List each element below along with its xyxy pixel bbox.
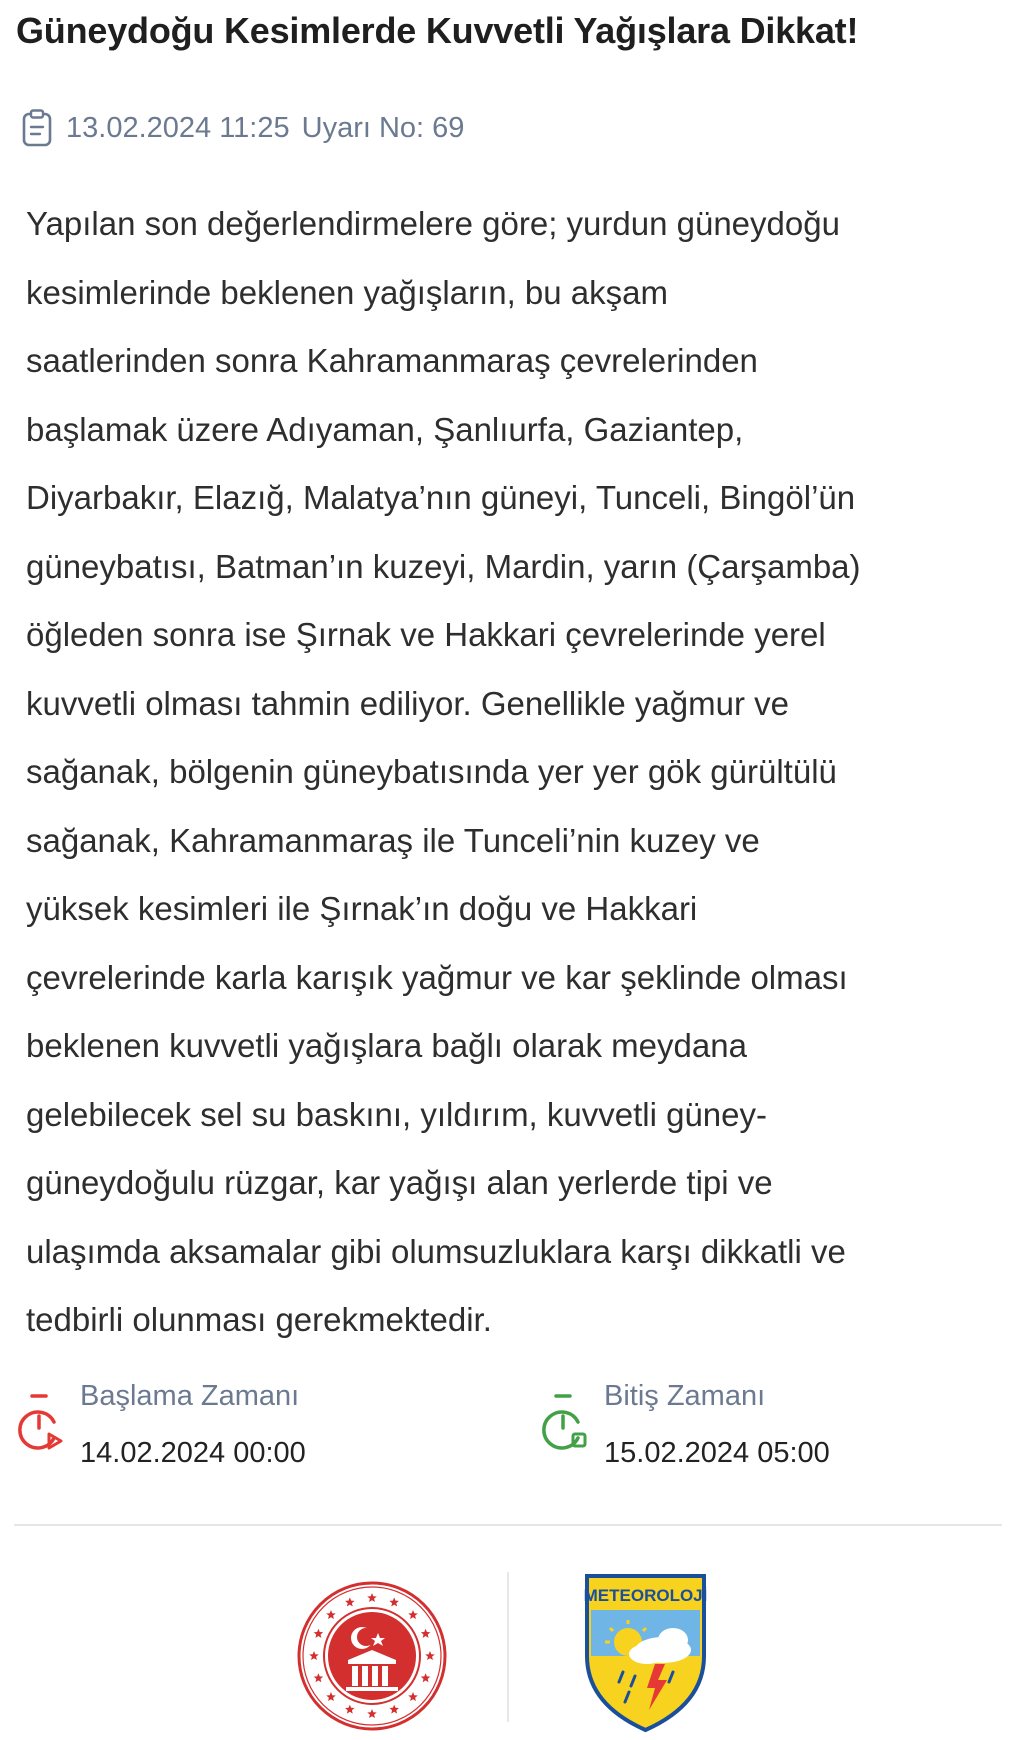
alert-title: Güneydoğu Kesimlerde Kuvvetli Yağışlara Dikkat!: [16, 10, 859, 51]
emblem-star: [367, 1709, 377, 1718]
meteoroloji-shield-icon: [583, 1572, 708, 1734]
alert-meta: [20, 108, 464, 148]
alert-body-line: sağanak, bölgenin güneybatısında yer yer gök gürültülü: [26, 753, 837, 790]
alert-body-line: beklenen kuvvetli yağışlara bağlı olarak meydana: [26, 1027, 747, 1064]
start-time-label: Başlama Zamanı: [80, 1380, 300, 1412]
stopwatch-play-icon: [14, 1392, 66, 1456]
section-divider: [14, 1524, 1002, 1526]
meteoroloji-logo-text: METEOROLOJİ: [583, 1586, 708, 1605]
emblem-star: [326, 1692, 336, 1701]
end-time-label: Bitiş Zamanı: [604, 1380, 766, 1412]
emblem-star: [408, 1610, 418, 1619]
alert-body-line: başlamak üzere Adıyaman, Şanlıurfa, Gaziantep,: [26, 410, 744, 448]
alert-body-line: kuvvetli olması tahmin ediliyor. Genellikle yağmur ve: [26, 684, 789, 722]
alert-body-line: kesimlerinde beklenen yağışların, bu akşam: [26, 273, 669, 311]
end-time-value: 15.02.2024 05:00: [604, 1437, 830, 1469]
emblem-star: [314, 1673, 324, 1682]
alert-body-line: yüksek kesimleri ile Şırnak’ın doğu ve Hakkari: [26, 890, 698, 927]
emblem-star: [421, 1629, 431, 1638]
ministry-emblem-icon: [296, 1580, 448, 1732]
alert-body-line: çevrelerinde karla karışık yağmur ve kar şeklinde olması: [26, 958, 848, 996]
alert-body-line: öğleden sonra ise Şırnak ve Hakkari çevrelerinde yerel: [26, 616, 826, 653]
alert-body-line: gelebilecek sel su baskını, yıldırım, kuvvetli güney-: [26, 1095, 768, 1133]
stopwatch-stop-icon: [538, 1392, 590, 1456]
emblem-star: [345, 1597, 355, 1606]
start-time-block: [14, 1380, 434, 1490]
end-time-block: [538, 1380, 958, 1490]
emblem-star: [389, 1597, 399, 1606]
emblem-star: [309, 1651, 319, 1660]
emblem-star: [345, 1705, 355, 1714]
logo-divider: [507, 1572, 509, 1722]
alert-body-line: Diyarbakır, Elazığ, Malatya’nın güneyi, Tunceli, Bingöl’ün: [26, 479, 856, 516]
alert-body-line: Yapılan son değerlendirmelere göre; yurdun güneydoğu: [26, 205, 840, 242]
alert-body-line: tedbirli olunması gerekmektedir.: [26, 1301, 492, 1338]
alert-warning-number: Uyarı No: 69: [301, 111, 465, 144]
emblem-star: [425, 1651, 435, 1660]
emblem-star: [421, 1673, 431, 1682]
alert-body-line: ulaşımda aksamalar gibi olumsuzluklara karşı dikkatli ve: [26, 1232, 846, 1270]
clipboard-icon: [20, 108, 54, 148]
alert-body-line: güneybatısı, Batman’ın kuzeyi, Mardin, yarın (Çarşamba): [26, 547, 861, 585]
emblem-star: [408, 1692, 418, 1701]
emblem-star: [367, 1593, 377, 1602]
alert-body-line: güneydoğulu rüzgar, kar yağışı alan yerlerde tipi ve: [26, 1164, 773, 1201]
alert-date-time: 13.02.2024 11:25: [66, 111, 290, 144]
alert-body-line: saatlerinden sonra Kahramanmaraş çevrelerinden: [26, 342, 758, 379]
alert-body: [26, 190, 1001, 1355]
emblem-star: [389, 1705, 399, 1714]
emblem-star: [326, 1610, 336, 1619]
alert-body-line: sağanak, Kahramanmaraş ile Tunceli’nin kuzey ve: [26, 821, 760, 859]
start-time-value: 14.02.2024 00:00: [80, 1437, 306, 1469]
emblem-star: [314, 1629, 324, 1638]
